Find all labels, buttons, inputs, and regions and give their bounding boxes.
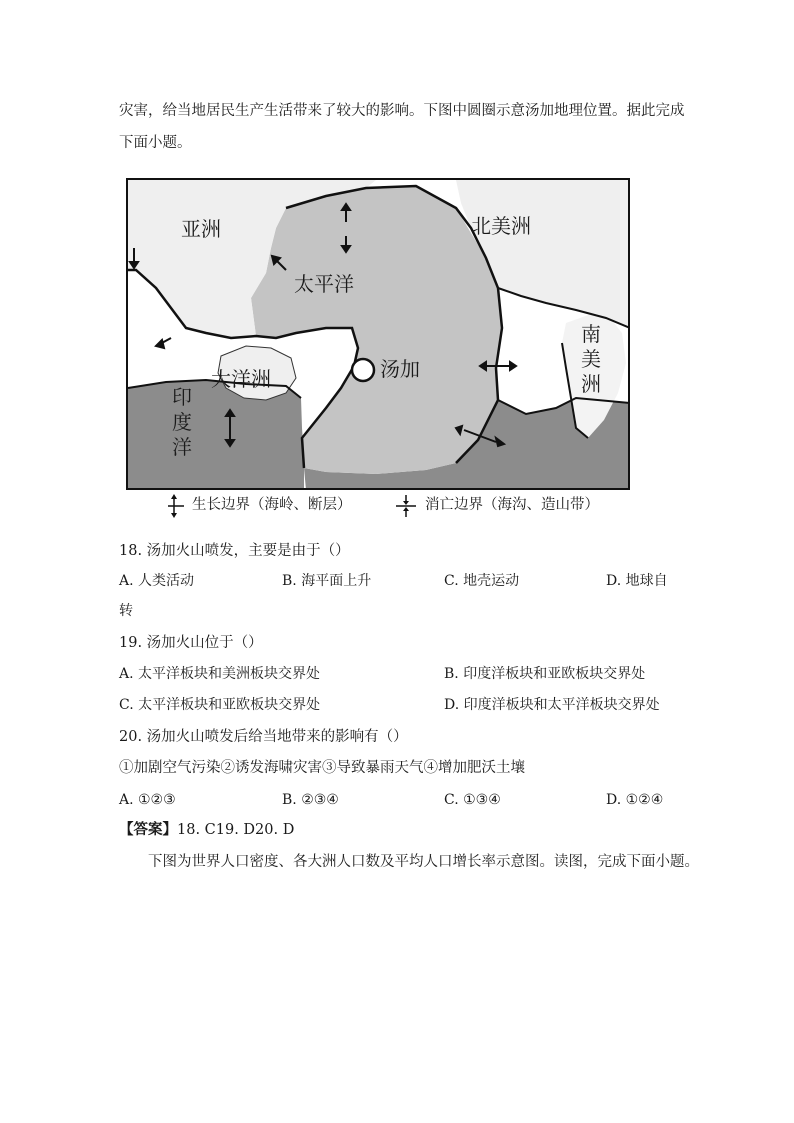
label-tonga: 汤加 bbox=[380, 357, 420, 381]
label-south-america-1: 南 bbox=[581, 322, 601, 346]
question-19-stem: 19. 汤加火山位于（） bbox=[119, 635, 263, 651]
question-20-statements: ①加剧空气污染②诱发海啸灾害③导致暴雨天气④增加肥沃土壤 bbox=[119, 760, 525, 776]
q20-option-a: A. ①②③ bbox=[119, 792, 176, 808]
legend-growth: 生长边界（海岭、断层） bbox=[192, 497, 352, 513]
plate-map bbox=[126, 178, 630, 490]
intro-line-2: 下面小题。 bbox=[119, 135, 192, 151]
label-oceania: 大洋洲 bbox=[211, 367, 271, 391]
label-pacific: 太平洋 bbox=[294, 272, 354, 296]
q18-option-a: A. 人类活动 bbox=[119, 573, 195, 589]
label-north-america: 北美洲 bbox=[471, 214, 531, 238]
growth-boundary-icon bbox=[164, 493, 188, 519]
label-south-america-3: 洲 bbox=[581, 372, 601, 396]
q20-option-b: B. ②③④ bbox=[282, 792, 339, 808]
consumption-boundary-icon bbox=[394, 493, 418, 519]
label-indian-1: 印 bbox=[172, 385, 192, 409]
question-20-stem: 20. 汤加火山喷发后给当地带来的影响有（） bbox=[119, 729, 408, 745]
map-legend bbox=[160, 493, 640, 519]
next-intro: 下图为世界人口密度、各大洲人口数及平均人口增长率示意图。读图，完成下面小题。 bbox=[148, 854, 699, 870]
q19-option-a: A. 太平洋板块和美洲板块交界处 bbox=[119, 666, 321, 682]
answer-line bbox=[119, 820, 294, 840]
q18-option-b: B. 海平面上升 bbox=[282, 573, 372, 589]
q20-option-c: C. ①③④ bbox=[444, 792, 501, 808]
intro-line-1: 灾害，给当地居民生产生活带来了较大的影响。下图中圆圈示意汤加地理位置。据此完成 bbox=[119, 103, 685, 119]
question-18-stem: 18. 汤加火山喷发，主要是由于（） bbox=[119, 543, 350, 559]
q18-option-c: C. 地壳运动 bbox=[444, 573, 520, 589]
q19-option-c: C. 太平洋板块和亚欧板块交界处 bbox=[119, 697, 321, 713]
answer-text: 18. C19. D20. D bbox=[177, 822, 295, 838]
label-indian-3: 洋 bbox=[172, 435, 192, 459]
label-indian-2: 度 bbox=[172, 410, 192, 434]
q19-option-b: B. 印度洋板块和亚欧板块交界处 bbox=[444, 666, 646, 682]
answer-label: 【答案】 bbox=[119, 821, 177, 838]
q19-option-d: D. 印度洋板块和太平洋板块交界处 bbox=[444, 697, 660, 713]
label-south-america-2: 美 bbox=[581, 347, 601, 371]
q18-option-d-wrap: 转 bbox=[119, 603, 133, 619]
label-asia: 亚洲 bbox=[181, 217, 221, 241]
q20-option-d: D. ①②④ bbox=[606, 792, 664, 808]
legend-consumption: 消亡边界（海沟、造山带） bbox=[425, 497, 599, 513]
q18-option-d: D. 地球自 bbox=[606, 573, 668, 589]
tonga-location-circle bbox=[352, 359, 374, 381]
southern-ocean-west bbox=[128, 380, 304, 490]
